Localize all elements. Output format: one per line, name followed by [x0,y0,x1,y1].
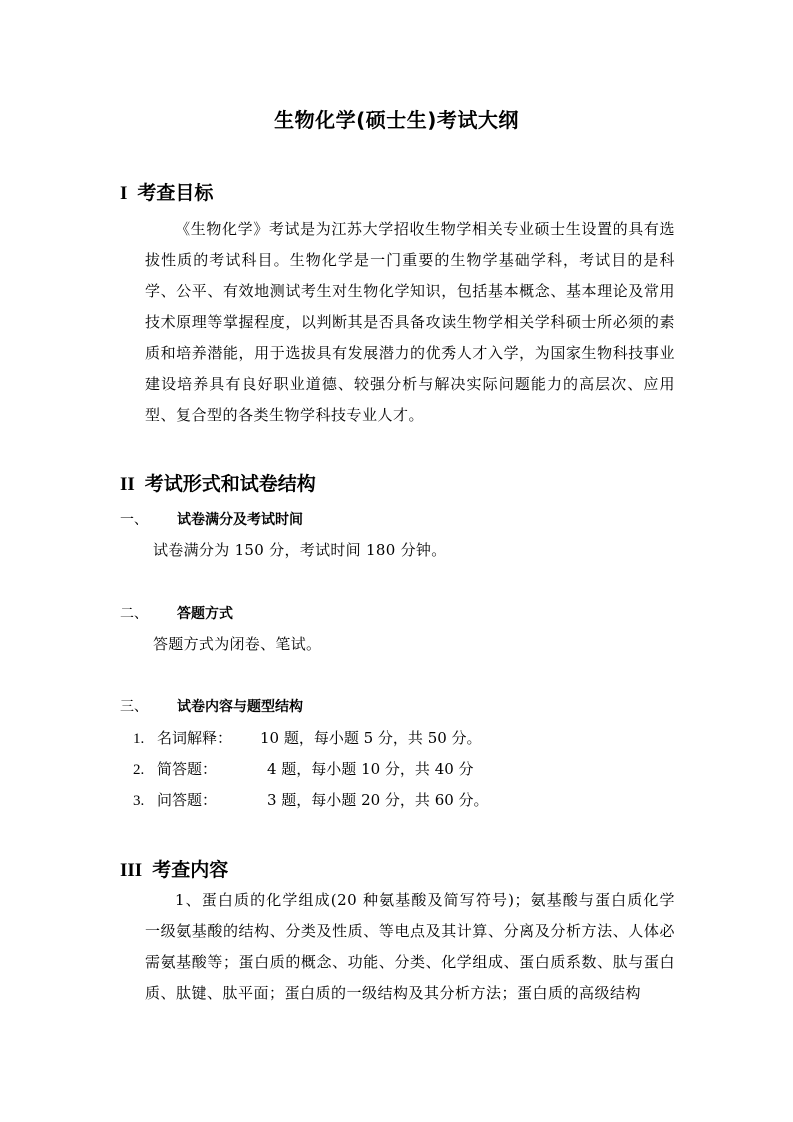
subsection-heading-1: 一、 试卷满分及考试时间 [120,512,303,528]
subsection-heading-2: 二、 答题方式 [120,606,233,622]
section-title: 考试形式和试卷结构 [144,473,316,495]
list-item: 2. 简答题： 4 题，每小题 10 分，共 40 分 [133,760,474,778]
section-heading-1 [120,178,213,205]
list-item: 3. 问答题： 3 题，每小题 20 分，共 60 分。 [133,791,489,809]
section-3-paragraph: 1、蛋白质的化学组成(20 种氨基酸及简写符号)；氨基酸与蛋白质化学 一级氨基酸的结构、分类及性质、等电点及其计算、分离及分析方法、人体必需氨基酸等；蛋白质的概念、功能、分类、化学组成、蛋白质系数、肽与蛋白质、肽键、肽平面；蛋白质的一级结构及其分析方法；蛋白质的高级结构 [145,891,675,1002]
section-title: 考查内容 [152,859,229,881]
section-heading-3 [120,855,228,882]
subsection-heading-3: 三、 试卷内容与题型结构 [120,699,303,715]
section-heading-2 [120,469,316,496]
section-number: I [120,183,128,204]
list-item: 1. 名词解释： 10 题，每小题 5 分，共 50 分。 [133,729,482,747]
subsection-1-text: 试卷满分为 150 分，考试时间 180 分钟。 [153,541,447,559]
document-title: 生物化学(硕士生)考试大纲 [274,108,519,132]
section-title: 考查目标 [137,182,214,204]
section-1-paragraph: 《生物化学》考试是为江苏大学招收生物学相关专业硕士生设置的具有选拔性质的考试科目。生物化学是一门重要的生物学基础学科，考试目的是科学、公平、有效地测试考生对生物化学知识，包括基本概念、基本理论及常用技术原理等掌握程度，以判断其是否具备攻读生物学相关学科硕士所必须的素质和培养潜能，用于选拔具有发展潜力的优秀人才入学，为国家生物科技事业建设培养具有良好职业道德、较强分析与解决实际问题能力的高层次、应用型、复合型的各类生物学科技专业人才。 [145,220,675,424]
section-number: II [120,474,135,495]
subsection-2-text: 答题方式为闭卷、笔试。 [153,635,322,653]
section-number: III [120,860,143,881]
